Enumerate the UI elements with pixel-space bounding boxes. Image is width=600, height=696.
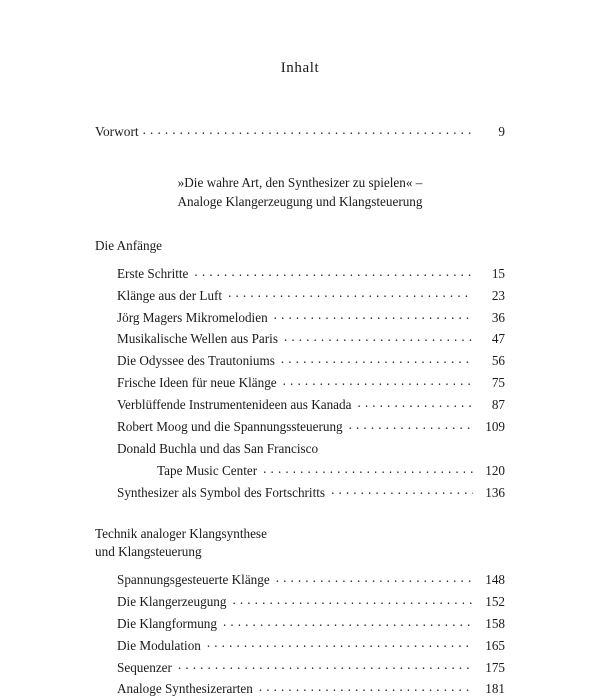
dot-leader: [194, 265, 473, 278]
dot-leader: [357, 396, 473, 409]
toc-entry-label: Frische Ideen für neue Klänge: [117, 375, 277, 391]
toc-entry-die-klangformung[interactable]: [117, 615, 505, 630]
toc-entry-die-odyssee-des-trautoniums[interactable]: [117, 352, 505, 367]
toc-entry-musikalische-wellen-aus-paris[interactable]: [117, 330, 505, 345]
dot-leader: [274, 308, 473, 321]
toc-entry-label: Klänge aus der Luft: [117, 287, 223, 303]
toc-entry-page: 136: [485, 484, 505, 500]
toc-entry-spannungsgesteuerte-klaenge[interactable]: [117, 571, 505, 586]
toc-entry-analoge-synthesizerarten[interactable]: [117, 680, 505, 695]
toc-entry-tape-music-center[interactable]: [157, 462, 505, 477]
toc-entry-label: Donald Buchla und das San Francisco: [117, 440, 319, 456]
toc-entry-die-klangerzeugung[interactable]: [117, 593, 505, 608]
toc-entry-page: 75: [491, 375, 505, 391]
dot-leader: [276, 571, 473, 584]
dot-leader: [223, 615, 473, 628]
toc-section-technik-analoger-klangsynthese: [95, 525, 505, 696]
toc-entry-label: Sequenzer: [117, 659, 172, 675]
toc-entry-page: 23: [491, 287, 505, 303]
toc-entry-synthesizer-als-symbol-des-fortschritts[interactable]: [117, 483, 505, 498]
toc-entry-label: Synthesizer als Symbol des Fortschritts: [117, 484, 326, 500]
part-title-block: [95, 173, 505, 211]
toc-entry-label: Vorwort: [95, 124, 139, 140]
toc-entry-page: 47: [491, 331, 505, 347]
dot-leader: [349, 418, 473, 431]
toc-entry-joerg-magers-mikromelodien[interactable]: [117, 308, 505, 323]
toc-entry-label: Erste Schritte: [117, 265, 189, 281]
toc-page: [0, 60, 600, 696]
dot-leader: [233, 593, 474, 606]
toc-entry-page: 56: [491, 353, 505, 369]
toc-entry-page: 148: [485, 572, 505, 588]
dot-leader: [259, 680, 473, 693]
toc-entry-klaenge-aus-der-luft[interactable]: [117, 286, 505, 301]
toc-entry-label: Die Klangerzeugung: [117, 593, 227, 609]
toc-entry-donald-buchla[interactable]: [117, 440, 505, 455]
page-title: Inhalt: [280, 60, 320, 76]
toc-entry-label: Robert Moog und die Spannungssteuerung: [117, 418, 343, 434]
toc-section-die-anfaenge: [95, 237, 505, 499]
toc-entry-die-modulation[interactable]: [117, 637, 505, 652]
toc-entry-page: 158: [485, 615, 505, 631]
toc-entry-erste-schritte[interactable]: [117, 265, 505, 280]
toc-entry-verblueffende-instrumentenideen-aus-kanada[interactable]: [117, 396, 505, 411]
toc-entry-page: 15: [491, 265, 505, 281]
part-title-line-2: Analoge Klangerzeugung und Klangsteuerung: [177, 193, 423, 209]
toc-entry-label: Die Klangformung: [117, 615, 217, 631]
toc-entry-label: Spannungsgesteuerte Klänge: [117, 572, 270, 588]
toc-entry-label: Musikalische Wellen aus Paris: [117, 331, 278, 347]
toc-entry-label: Die Modulation: [117, 637, 201, 653]
toc-entry-page: 36: [491, 309, 505, 325]
toc-entry-sequenzer[interactable]: [117, 658, 505, 673]
section-heading: Die Anfänge: [95, 238, 163, 254]
toc-entry-vorwort[interactable]: [95, 123, 505, 139]
section-heading-line-1: Technik analoger Klangsynthese: [95, 525, 267, 541]
dot-leader: [283, 374, 473, 387]
toc-entry-page: 152: [485, 593, 505, 609]
dot-leader: [228, 286, 473, 299]
dot-leader: [281, 352, 473, 365]
toc-entry-label: Tape Music Center: [157, 462, 258, 478]
toc-entry-label: Jörg Magers Mikromelodien: [117, 309, 268, 325]
toc-entry-page: 87: [491, 397, 505, 413]
dot-leader: [331, 483, 473, 496]
toc-entry-page: 9: [498, 124, 505, 140]
dot-leader: [178, 658, 473, 671]
toc-entry-frische-ideen-fuer-neue-klaenge[interactable]: [117, 374, 505, 389]
dot-leader: [324, 440, 473, 453]
toc-entry-label: Verblüffende Instrumentenideen aus Kanada: [117, 397, 352, 413]
dot-leader: [284, 330, 473, 343]
dot-leader: [207, 637, 473, 650]
toc-entry-page: 181: [485, 681, 505, 696]
part-title-line-1: »Die wahre Art, den Synthesizer zu spielen« –: [177, 174, 423, 190]
dot-leader: [143, 123, 473, 136]
toc-entry-label: Analoge Synthesizerarten: [117, 681, 253, 696]
toc-entry-robert-moog-und-die-spannungssteuerung[interactable]: [117, 418, 505, 433]
toc-entry-page: 165: [485, 637, 505, 653]
table-of-contents: [95, 123, 505, 696]
toc-entry-page: 175: [485, 659, 505, 675]
toc-entry-page: 120: [485, 462, 505, 478]
dot-leader: [263, 462, 473, 475]
section-heading-line-2: und Klangsteuerung: [95, 544, 202, 560]
toc-entry-page: 109: [485, 418, 505, 434]
toc-entry-label: Die Odyssee des Trautoniums: [117, 353, 275, 369]
